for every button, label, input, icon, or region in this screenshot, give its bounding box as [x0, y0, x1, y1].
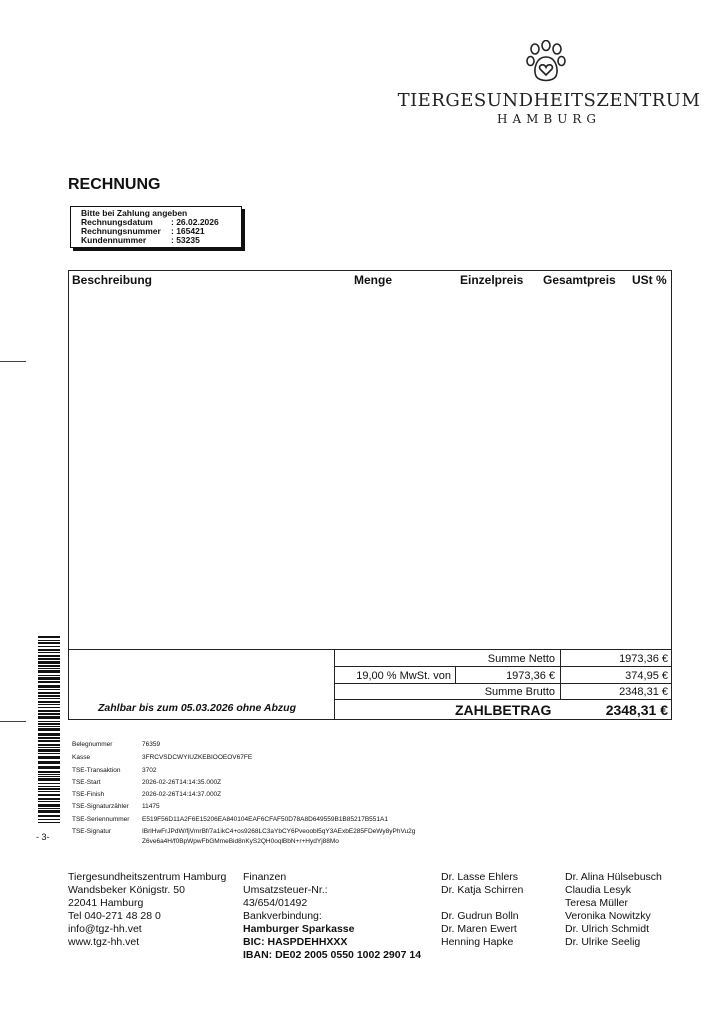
document-title: RECHNUNG: [68, 176, 161, 193]
gross-label: Summe Brutto: [484, 686, 555, 698]
tse-value: 3702: [142, 767, 157, 774]
footer-line: 43/654/01492: [243, 897, 308, 909]
tse-label: TSE-Signaturzähler: [72, 803, 129, 810]
tse-label: TSE-Transaktion: [72, 767, 121, 774]
footer-line: Teresa Müller: [565, 897, 629, 909]
footer-line: Dr. Katja Schirren: [441, 884, 524, 896]
barcode-icon: [38, 636, 60, 824]
footer-vets-1: [441, 871, 523, 949]
totals-line: [334, 683, 672, 684]
payment-note: Zahlbar bis zum 05.03.2026 ohne Abzug: [98, 702, 296, 714]
fold-mark: [0, 721, 26, 722]
footer-vets-2: [565, 871, 662, 949]
footer-line: Henning Hapke: [441, 936, 514, 948]
tse-label: TSE-Signatur: [72, 828, 112, 835]
tse-value: Z6ve6a4H/f0BpWpwFbGMmeBid8nKyS2QH0oqlBbN+r+HydYj88Mo: [142, 838, 339, 845]
ref-value: : 165421: [171, 226, 205, 236]
footer-line: Dr. Lasse Ehlers: [441, 871, 519, 883]
footer-line: Tiergesundheitszentrum Hamburg: [68, 871, 227, 883]
footer-line: www.tgz-hh.vet: [68, 936, 140, 948]
ref-label: Rechnungsdatum: [81, 217, 153, 227]
header-vat: USt %: [632, 273, 667, 287]
tse-value: E519F56D11A2F6E15206EA840104EAF6CFAF50D78A8D649559B1B85217B551A1: [142, 816, 388, 823]
payable-value: 2348,31 €: [605, 702, 668, 718]
footer-line: Wandsbeker Königstr. 50: [68, 884, 185, 896]
footer-line: Dr. Alina Hülsebusch: [565, 871, 662, 883]
tse-value: 3FRCVSDCWYIUZKEBIOOEOV67FE: [142, 754, 253, 761]
footer-line: Finanzen: [243, 871, 287, 883]
fold-mark: [0, 361, 26, 362]
ref-value: : 53235: [171, 235, 200, 245]
footer-line: Dr. Ulrike Seelig: [565, 936, 641, 948]
payable-label: ZAHLBETRAG: [455, 702, 552, 718]
payment-reference-box: [70, 206, 242, 248]
footer-line: Claudia Lesyk: [565, 884, 631, 896]
tse-label: TSE-Finish: [72, 791, 105, 798]
tse-label: Belegnummer: [72, 741, 113, 748]
totals-line: [334, 699, 672, 700]
net-value: 1973,36 €: [619, 653, 668, 665]
footer-line: Hamburger Sparkasse: [243, 923, 355, 935]
totals-divider: [68, 649, 672, 650]
totals-vline: [560, 649, 561, 699]
tse-value: 2026-02-26T14:14:37.000Z: [142, 791, 222, 798]
ref-label: Rechnungsnummer: [81, 226, 161, 236]
tse-value: IBrlHwFrJPdW/fjVmrBf/7a1ikC4+os9268LC3aYbCY6Pveoobl5qY3AExbE285FDeWy8yPhVu2g: [142, 828, 416, 835]
totals-vline: [455, 666, 456, 683]
footer-line: [441, 897, 523, 910]
footer-line: BIC: HASPDEHHXXX: [243, 936, 348, 948]
vat-base: 1973,36 €: [506, 670, 555, 682]
vat-value: 374,95 €: [625, 670, 668, 682]
vat-label: 19,00 % MwSt. von: [356, 670, 451, 682]
footer-line: info@tgz-hh.vet: [68, 923, 142, 935]
net-label: Summe Netto: [487, 653, 555, 665]
footer-line: Veronika Nowitzky: [565, 910, 651, 922]
footer-line: Bankverbindung:: [243, 910, 322, 922]
tse-value: 11475: [142, 803, 160, 810]
header-description: Beschreibung: [72, 273, 153, 287]
footer-line: Dr. Maren Ewert: [441, 923, 517, 935]
ref-value: : 26.02.2026: [171, 217, 219, 227]
footer-line: Dr. Ulrich Schmidt: [565, 923, 650, 935]
ref-label: Kundennummer: [81, 235, 147, 245]
footer-line: IBAN: DE02 2005 0550 1002 2907 14: [243, 949, 422, 961]
page-number: - 3-: [36, 832, 50, 842]
tse-label: TSE-Seriennummer: [72, 816, 130, 823]
header-quantity: Menge: [354, 273, 393, 287]
gross-value: 2348,31 €: [619, 686, 668, 698]
footer-line: Dr. Gudrun Bolln: [441, 910, 519, 922]
brand-city: HAMBURG: [497, 112, 601, 126]
footer-finance: [243, 871, 421, 962]
footer-address: [68, 871, 226, 949]
footer-line: Umsatzsteuer-Nr.:: [243, 884, 328, 896]
ref-box-heading: Bitte bei Zahlung angeben: [81, 208, 188, 218]
header-unit-price: Einzelpreis: [460, 273, 524, 287]
tse-value: 2026-02-26T14:14:35.000Z: [142, 779, 222, 786]
tse-label: TSE-Start: [72, 779, 101, 786]
totals-vdivider: [334, 649, 335, 720]
totals-line: [334, 666, 672, 667]
footer-line: 22041 Hamburg: [68, 897, 144, 909]
tse-value: 76359: [142, 741, 161, 748]
tse-label: Kasse: [72, 754, 91, 761]
header-total-price: Gesamtpreis: [543, 273, 616, 287]
brand-name: TIERGESUNDHEITSZENTRUM: [397, 90, 701, 111]
paw-heart-icon: [526, 40, 566, 84]
ref-row-customer: [81, 236, 241, 245]
footer-line: Tel 040-271 48 28 0: [68, 910, 161, 922]
